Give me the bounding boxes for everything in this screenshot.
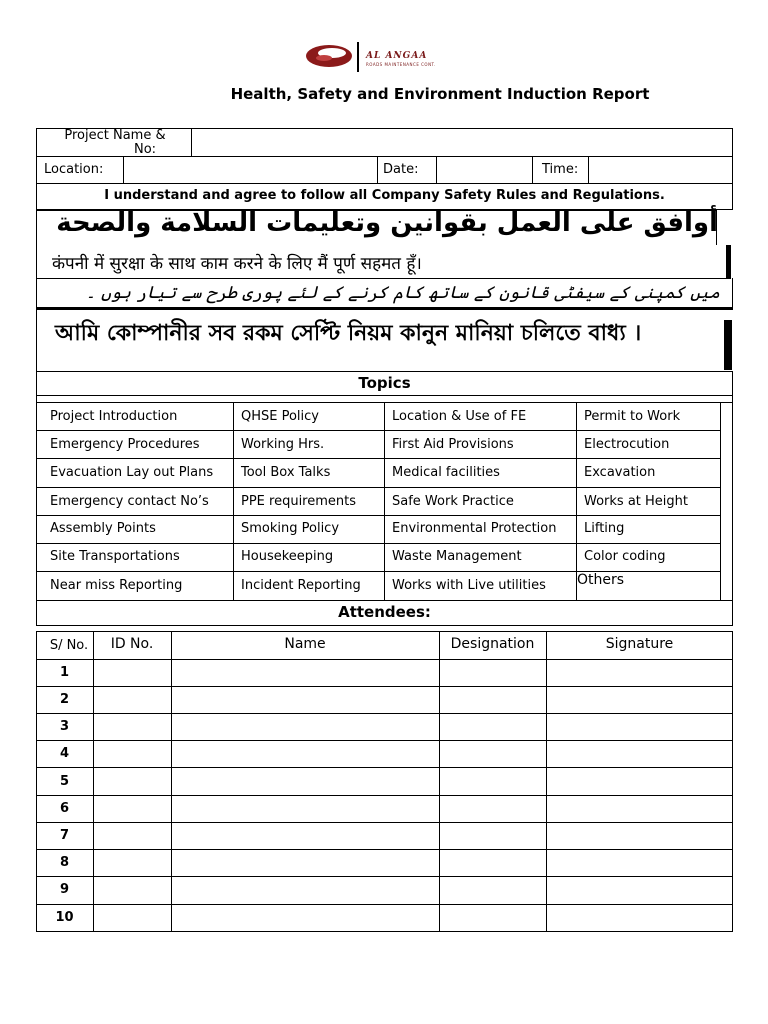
column-header-name: Name: [284, 636, 326, 652]
project-name-label: Project Name & No:: [64, 128, 166, 157]
topic-item: Lifting: [584, 521, 625, 536]
topic-item: QHSE Policy: [241, 409, 319, 424]
attendees-title: Attendees:: [338, 603, 431, 621]
topic-item: Emergency Procedures: [50, 437, 200, 452]
topic-item: Working Hrs.: [241, 437, 325, 452]
topic-item: Electrocution: [584, 437, 670, 452]
topic-item: Site Transportations: [50, 549, 180, 564]
location-label: Location:: [44, 162, 104, 177]
topic-item: Safe Work Practice: [392, 494, 514, 509]
topic-item: First Aid Provisions: [392, 437, 514, 452]
logo-subtext: ROADS MAINTENANCE CONT.: [366, 62, 436, 67]
row-number: 8: [59, 855, 70, 870]
location-field[interactable]: [124, 157, 376, 183]
topic-item: PPE requirements: [241, 494, 357, 509]
topic-item: Location & Use of FE: [392, 409, 527, 424]
agreement-hindi: कंपनी में सुरक्षा के साथ काम करने के लिए मैं पूर्ण सहमत हूँ।: [52, 254, 422, 274]
agreement-urdu: میں کمپنی کے سیفٹی قانون کے ساتھ کام کرنے کے لئے پوری طرح سے تیار ہوں ۔: [85, 283, 720, 303]
topic-item: Evacuation Lay out Plans: [50, 465, 214, 480]
topic-item: Housekeeping: [241, 549, 334, 564]
column-header-serial: S/ No.: [49, 638, 89, 653]
document-title: Health, Safety and Environment Induction Report: [230, 85, 650, 103]
topic-item: Permit to Work: [584, 409, 681, 424]
date-label: Date:: [383, 162, 419, 177]
topic-item: Project Introduction: [50, 409, 178, 424]
row-number: 9: [59, 882, 70, 897]
topic-item: Excavation: [584, 465, 656, 480]
topic-item: Near miss Reporting: [50, 578, 183, 593]
attendees-table: [36, 631, 733, 932]
row-number: 7: [59, 828, 70, 843]
column-header-signature: Signature: [605, 636, 674, 652]
agreement-arabic: أوافق على العمل بقوانين وتعليمات السلامة والصحة: [56, 208, 718, 238]
logo-text: AL ANGAA: [366, 51, 428, 61]
row-number: 6: [59, 801, 70, 816]
topic-item: Tool Box Talks: [241, 465, 331, 480]
topic-item: Assembly Points: [50, 521, 156, 536]
agreement-bengali: আমি কোম্পানীর সব রকম সেপ্টি নিয়ম কানুন মানিয়া চলিতে বাধ্য ।: [55, 321, 642, 346]
topic-item: Works at Height: [584, 494, 688, 509]
topic-item: Emergency contact No’s: [50, 494, 209, 509]
row-number: 1: [59, 665, 70, 680]
topic-item: Waste Management: [392, 549, 522, 564]
topic-item: Medical facilities: [392, 465, 500, 480]
topic-item: Incident Reporting: [241, 578, 361, 593]
row-number: 2: [59, 692, 70, 707]
row-number: 10: [55, 910, 74, 925]
company-logo: [302, 40, 482, 74]
column-header-id: ID No.: [110, 636, 154, 652]
time-label: Time:: [542, 162, 579, 177]
topics-title: Topics: [358, 374, 411, 392]
time-field[interactable]: [589, 157, 732, 183]
topic-item: Smoking Policy: [241, 521, 340, 536]
logo-emblem-icon: [302, 40, 362, 74]
agreement-english: I understand and agree to follow all Company Safety Rules and Regulations.: [104, 188, 665, 203]
topic-item-others: Others: [577, 572, 625, 588]
row-number: 3: [59, 719, 70, 734]
topic-item: Color coding: [584, 549, 666, 564]
row-number: 4: [59, 746, 70, 761]
topic-item: Environmental Protection: [392, 521, 557, 536]
project-name-field[interactable]: [192, 129, 732, 155]
row-number: 5: [59, 774, 70, 789]
topic-item: Works with Live utilities: [392, 578, 546, 593]
column-header-designation: Designation: [450, 636, 535, 652]
date-field[interactable]: [437, 157, 531, 183]
